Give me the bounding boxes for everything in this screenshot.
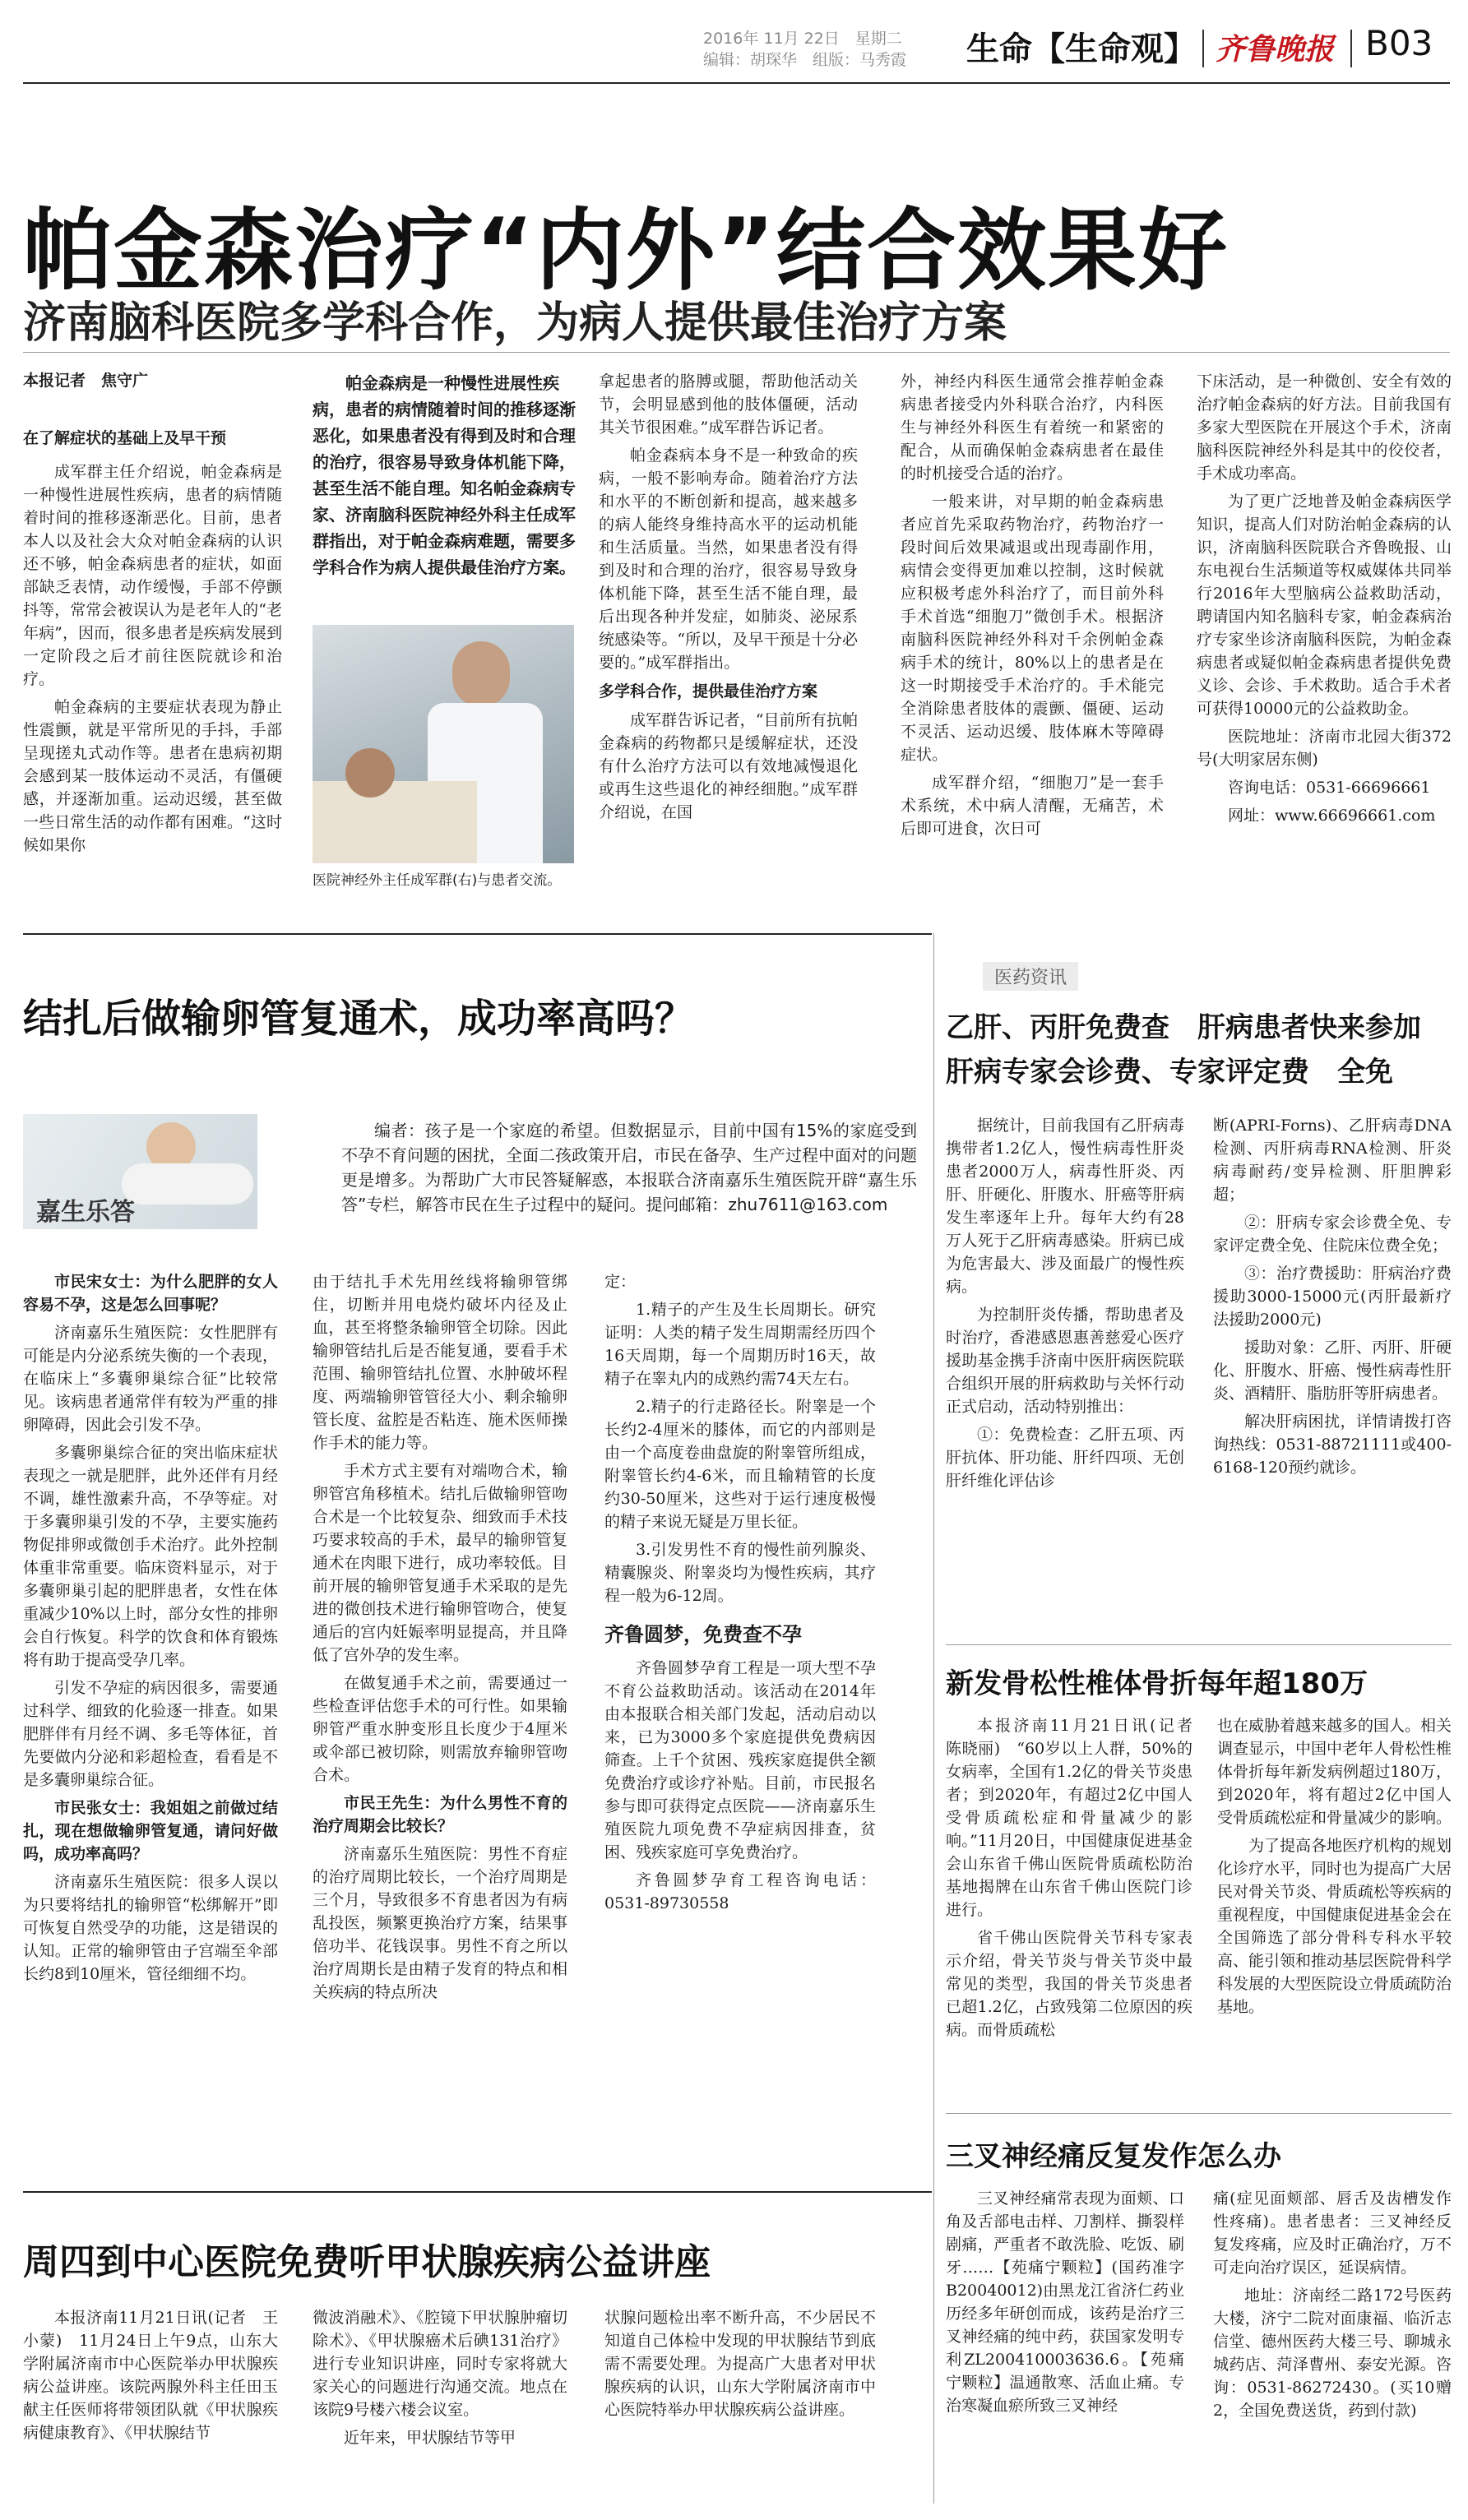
sidebar-column <box>1213 2187 1452 2504</box>
paragraph: 为了更广泛地普及帕金森病医学知识，提高人们对防治帕金森病的认识，济南脑科医院联合齐鲁晚报、山东电视台生活频道等权威媒体共同举行2016年大型脑病公益救助活动，聘请国内知名脑科专家，帕金森病治疗专家坐诊济南脑科医院，为帕金森病患者或疑似帕金森病患者提供免费义诊、会诊、手术救助。适合手术者可获得10000元的公益救助金。 <box>1197 492 1452 718</box>
section-rule <box>23 2191 932 2193</box>
paragraph: 外，神经内科医生通常会推荐帕金森病患者接受内外科联合治疗，内科医生与神经外科医生有着统一和紧密的配合，从而确保帕金森病患者在最佳的时机接受合适的治疗。 <box>901 372 1164 483</box>
paragraph: 由于结扎手术先用丝线将输卵管绑住，切断并用电烧灼破坏内径及止血，甚至将整条输卵管全切除。因此输卵管结扎后是否能复通，要看手术范围、输卵管结扎位置、水肿破坏程度、两端输卵管管径大小、剩余输卵管长度、盆腔是否粘连、施术医师操作手术的能力等。 <box>313 1273 567 1452</box>
article-subheadline: 济南脑科医院多学科合作，为病人提供最佳治疗方案 <box>23 298 1007 348</box>
paragraph: 状腺问题检出率不断升高，不少居民不知道自己体检中发现的甲状腺结节到底需不需要处理。为提高广大患者对甲状腺疾病的认识，山东大学附属济南市中心医院特举办甲状腺疾病公益讲座。 <box>604 2309 876 2419</box>
paragraph: 本报济南11月21日讯(记者 王小蒙) 11月24日上午9点，山东大学附属济南市中心医院举办甲状腺疾病公益讲座。该院两腺外科主任田玉献主任医师将带领团队就《甲状腺疾病健康教育》、《甲状腺结节 <box>23 2309 278 2442</box>
editor-note <box>341 1118 917 1242</box>
sidebar-column <box>1213 1114 1452 1607</box>
paragraph: 为控制肝炎传播，帮助患者及时治疗，香港感恩惠善慈爱心医疗援助基金携手济南中医肝病医院联合组织开展的肝病救助与关怀行动正式启动，活动特别推出： <box>946 1306 1184 1416</box>
column-logo-text: 嘉生乐答 <box>36 1198 135 1227</box>
reader-question: 市民王先生：为什么男性不育的治疗周期会比较长？ <box>313 1794 567 1835</box>
header-divider <box>1202 30 1204 67</box>
paragraph: 引发不孕症的病因很多，需要通过科学、细致的化验逐一排查。如果肥胖伴有月经不调、多毛等体征，首先要做内分泌和彩超检查，看看是不是多囊卵巢综合征。 <box>23 1679 278 1789</box>
paragraph: 成军群告诉记者，“目前所有抗帕金森病的药物都只是缓解症状，还没有什么治疗方法可以有效地减慢退化或再生这些退化的神经细胞。”成军群介绍说，在国 <box>599 711 858 821</box>
article-headline: 结扎后做输卵管复通术，成功率高吗？ <box>23 996 695 1042</box>
paragraph: ②：肝病专家会诊费全免、专家评定费全免、住院床位费全免； <box>1213 1214 1452 1255</box>
article-subhead: 多学科合作，提供最佳治疗方案 <box>599 682 818 701</box>
doctor-photo <box>313 625 574 863</box>
reader-question: 市民张女士：我姐姐之前做过结扎，现在想做输卵管复通，请问好做吗，成功率高吗？ <box>23 1799 278 1863</box>
article-column <box>23 460 282 904</box>
paragraph: 2.精子的行走路径长。附睾是一个长约2-4厘米的膝体，而它的内部则是由一个高度卷曲盘旋的附睾管所组成，附睾管长约4-6米，而且输精管的长度约30-50厘米，这些对于运行速度极慢的精子来说无疑是万里长征。 <box>604 1398 876 1531</box>
sidebar-divider <box>933 933 934 2504</box>
paragraph: 多囊卵巢综合征的突出临床症状表现之一就是肥胖，此外还伴有月经不调，雄性激素升高，不孕等症。对于多囊卵巢引发的不孕，主要实施药物促排卵或微创手术治疗。此外控制体重非常重要。临床资料显示，对于多囊卵巢引起的肥胖患者，女性在体重减少10%以上时，部分女性的排卵会自行恢复。科学的饮食和体育锻炼将有助于提高受孕几率。 <box>23 1444 278 1669</box>
hospital-website: 网址：www.66696661.com <box>1228 807 1436 825</box>
paragraph: 本报济南11月21日讯(记者 陈晓丽) “60岁以上人群，50%的女病率，全国有1.2亿的骨关节炎患者；到2020年，有超过2亿中国人受骨质疏松症和骨量减少的影响。”11月20日，中国健康促进基金会山东省千佛山医院骨质疏松防治基地揭牌在山东省千佛山医院门诊进行。 <box>946 1717 1209 1919</box>
paragraph: 地址：济南经二路172号医药大楼，济宁二院对面康福、临沂志信堂、德州医药大楼三号、聊城永城药店、菏泽曹州、泰安光源。咨询：0531-86272430。(买10赠2，全国免费送货，药到付款) <box>1213 2286 1452 2420</box>
sidebar-column <box>1217 1714 1452 2084</box>
article-subhead: 齐鲁圆梦，免费查不孕 <box>604 1623 802 1646</box>
paragraph: 微波消融术》、《腔镜下甲状腺肿瘤切除术》、《甲状腺癌术后碘131治疗》进行专业知识讲座，同时专家将就大家关心的问题进行沟通交流。地点在该院9号楼六楼会议室。 <box>313 2309 567 2419</box>
paragraph: 一般来讲，对早期的帕金森病患者应首先采取药物治疗，药物治疗一段时间后效果减退或出现毒副作用，病情会变得更加难以控制，这时候就应积极考虑外科治疗了，而目前外科手术首选“细胞刀”微创手术。根据济南脑科医院神经外科对千余例帕金森病手术的统计，80%以上的患者是在这一时期接受手术治疗的。手术能完全消除患者肢体的震颤、僵硬、运动不灵活、运动迟缓、肢体麻木等障碍症状。 <box>901 492 1164 764</box>
byline: 本报记者 焦守广 <box>23 372 149 390</box>
paragraph: 援助对象：乙肝、丙肝、肝硬化、肝腹水、肝癌、慢性病毒性肝炎、酒精肝、脂肪肝等肝病患者。 <box>1213 1339 1452 1403</box>
sidebar-headline: 乙肝、丙肝免费查 肝病患者快来参加 <box>946 1011 1421 1044</box>
header-divider <box>1350 30 1352 67</box>
article-column <box>23 2306 278 2504</box>
article-subhead: 在了解症状的基础上及早干预 <box>23 429 227 447</box>
paragraph: 下床活动，是一种微创、安全有效的治疗帕金森病的好方法。目前我国有多家大型医院在开展这个手术，济南脑科医院神经外科是其中的佼佼者，手术成功率高。 <box>1197 372 1452 483</box>
paragraph: 成军群主任介绍说，帕金森病是一种慢性进展性疾病，患者的病情随着时间的推移逐渐恶化。目前，患者本人以及社会大众对帕金森病的认识还不够，帕金森病患者的症状，如面部缺乏表情，动作缓慢，手部不停颤抖等，常常会被误认为是老年人的“老年病”，因而，很多患者是疾病发展到一定阶段之后才前往医院就诊和治疗。 <box>23 463 282 688</box>
issue-date: 2016年 11月 22日 星期二 <box>703 30 902 48</box>
reader-question: 市民宋女士：为什么肥胖的女人容易不孕，这是怎么回事呢？ <box>23 1273 278 1314</box>
article-column <box>604 2306 876 2504</box>
page-number: B03 <box>1365 23 1433 63</box>
paragraph: 齐鲁圆梦孕育工程是一项大型不孕不育公益救助活动。该活动在2014年由本报联合相关部门发起，活动启动以来，已为3000多个家庭提供免费病因筛查。上千个贫困、残疾家庭提供全额免费治疗或诊疗补贴。目前，市民报名参与即可获得定点医院——济南嘉乐生殖医院九项免费不孕症病因排查，贫困、残疾家庭可享免费治疗。 <box>604 1659 876 1861</box>
article-column <box>604 1270 876 2171</box>
sidebar-headline: 三叉神经痛反复发作怎么办 <box>946 2140 1281 2173</box>
header-rule <box>23 82 1450 84</box>
sidebar-column <box>946 2187 1184 2504</box>
column-logo <box>23 1114 257 1229</box>
paragraph: ③：治疗费援助：肝病治疗费援助3000-15000元(丙肝最新疗法援助2000元) <box>1213 1265 1452 1329</box>
paragraph: 帕金森病本身不是一种致命的疾病，一般不影响寿命。随着治疗方法和水平的不断创新和提高，越来越多的病人能终身维持高水平的运动机能和生活质量。当然，如果患者没有得到及时和合理的治疗，很容易导致身体机能下降，甚至生活不能自理，最后出现各种并发症，如肺炎、泌尿系统感染等。“所以，及早干预是十分必要的。”成军群指出。 <box>599 446 858 672</box>
article-column <box>599 370 858 904</box>
editor-note-text: 编者：孩子是一个家庭的希望。但数据显示，目前中国有15%的家庭受到不孕不育问题的困扰，全面二孩政策开启，市民在备孕、生产过程中面对的问题更是增多。为帮助广大市民答疑解惑，本报联合济南嘉乐生殖医院开辟“嘉生乐答”专栏，解答市民在生子过程中的疑问。提问邮箱：zhu7611@163.com <box>341 1121 917 1214</box>
paragraph: 拿起患者的胳膊或腿，帮助他活动关节，会明显感到他的肢体僵硬，活动其关节很困难。”成军群告诉记者。 <box>599 372 858 437</box>
paragraph: 成军群介绍，“细胞刀”是一套手术系统，术中病人清醒，无痛苦，术后即可进食，次日可 <box>901 774 1164 838</box>
sidebar-headline: 肝病专家会诊费、专家评定费 全免 <box>946 1056 1393 1089</box>
sidebar-headline: 新发骨松性椎体骨折每年超180万 <box>946 1667 1368 1700</box>
article-headline: 周四到中心医院免费听甲状腺疾病公益讲座 <box>23 2241 711 2283</box>
sidebar-column <box>946 1714 1209 2084</box>
hospital-answer: 济南嘉乐生殖医院：男性不育症的治疗周期比较长，一个治疗周期是三个月，导致很多不育患者因为有病乱投医，频繁更换治疗方案，结果事倍功半、花钱误事。男性不育之所以治疗周期长是由精子发育的特点和相关疾病的特点所决 <box>313 1845 567 2001</box>
hospital-address: 医院地址：济南市北园大街372号(大明家居东侧) <box>1197 728 1452 769</box>
paragraph: ①：免费检查：乙肝五项、丙肝抗体、肝功能、肝纤四项、无创肝纤维化评估诊 <box>946 1426 1184 1490</box>
paragraph: 据统计，目前我国有乙肝病毒携带者1.2亿人，慢性病毒性肝炎患者2000万人，病毒性肝炎、丙肝、肝硬化、肝腹水、肝癌等肝病发生率逐年上升。每年大约有28万人死于乙肝病毒感染。肝病已成为危害最大、涉及面最广的慢性疾病。 <box>946 1117 1184 1296</box>
paragraph: 1.精子的产生及生长周期长。研究证明：人类的精子发生周期需经历四个16天周期，每一个周期历时16天，故精子在睾丸内的成熟约需74天左右。 <box>604 1301 876 1388</box>
article-column <box>313 1270 567 2171</box>
headline-rule <box>23 352 1450 353</box>
photo-caption: 医院神经外主任成军群(右)与患者交流。 <box>313 872 562 889</box>
article-column <box>313 2306 567 2504</box>
paragraph: 为了提高各地医疗机构的规划化诊疗水平，同时也为提高广大居民对骨关节炎、骨质疏松等疾病的重视程度，中国健康促进基金会在全国筛选了部分骨科专科水平较高、能引领和推动基层医院骨科学科发展的大型医院设立骨质疏防治基地。 <box>1217 1837 1452 2016</box>
paragraph: 定： <box>604 1273 637 1291</box>
newspaper-logo: 齐鲁晚报 <box>1216 32 1335 67</box>
sidebar-rule <box>946 2113 1452 2114</box>
hospital-answer: 济南嘉乐生殖医院：很多人误以为只要将结扎的输卵管“松绑解开”即可恢复自然受孕的功能，这是错误的认知。正常的输卵管由子宫端至伞部长约8到10厘米，管径细细不均。 <box>23 1873 278 1983</box>
paragraph: 也在威胁着越来越多的国人。相关调查显示，中国中老年人骨松性椎体骨折每年新发病例超过180万，到2020年，将有超过2亿中国人受骨质疏松症和骨量减少的影响。 <box>1217 1717 1452 1827</box>
paragraph: 手术方式主要有对端吻合术，输卵管宫角移植术。结扎后做输卵管吻合术是一个比较复杂、细致而手术技巧要求较高的手术，最早的输卵管复通术在肉眼下进行，成功率较低。目前开展的输卵管复通手术采取的是先进的微创技术进行输卵管吻合，使复通后的宫内妊娠率明显提高，并且降低了宫外孕的发生率。 <box>313 1462 567 1664</box>
editors-line: 编辑：胡琛华 组版：马秀霞 <box>703 51 907 69</box>
article-column <box>23 1270 278 2171</box>
section-name: 生命【生命观】 <box>966 30 1197 68</box>
news-label: 医药资讯 <box>983 962 1078 991</box>
paragraph: 解决肝病困扰，详情请拨打咨询热线：0531-88721111或400-6168-120预约就诊。 <box>1213 1413 1452 1477</box>
paragraph: 在做复通手术之前，需要通过一些检查评估您手术的可行性。如果输卵管严重水肿变形且长度少于4厘米或伞部已被切除，则需放弃输卵管吻合术。 <box>313 1674 567 1784</box>
paragraph: 省千佛山医院骨关节科专家表示介绍，骨关节炎与骨关节炎中最常见的类型，我国的骨关节炎患者已超1.2亿，占致残第二位原因的疾病。而骨质疏松 <box>946 1929 1192 2039</box>
article-lead <box>313 370 576 617</box>
paragraph: 痛(症见面颊部、唇舌及齿槽发作性疼痛)。患者患者：三叉神经反复发疼痛，应及时正确治疗，万不可走向治疗误区，延误病情。 <box>1213 2189 1452 2277</box>
sidebar-column <box>946 1114 1184 1607</box>
paragraph: 三叉神经痛常表现为面颊、口角及舌部电击样、刀割样、撕裂样剧痛，严重者不敢洗脸、吃饭、刷牙……【苑痛宁颗粒】(国药准字B20040012)由黑龙江省济仁药业历经多年研创而成，该药是治疗三叉神经痛的纯中药，获国家发明专利ZL200410003636.6。【苑痛宁颗粒】温通散寒、活血止痛。专治寒凝血瘀所致三叉神经 <box>946 2189 1184 2415</box>
section-rule <box>23 933 932 935</box>
article-headline: 帕金森治疗“内外”结合效果好 <box>23 200 1229 303</box>
hospital-phone: 咨询电话：0531-66696661 <box>1228 779 1431 797</box>
article-column <box>901 370 1164 904</box>
hospital-answer: 济南嘉乐生殖医院：女性肥胖有可能是内分泌系统失衡的一个表现，在临床上“多囊卵巢综合征”比较常见。该病患者通常伴有较为严重的排卵障碍，因此会引发不孕。 <box>23 1324 278 1434</box>
paragraph: 近年来，甲状腺结节等甲 <box>344 2429 516 2447</box>
paragraph: 断(APRI-Forns)、乙肝病毒DNA检测、丙肝病毒RNA检测、肝炎病毒耐药/变异检测、肝胆脾彩超； <box>1213 1117 1452 1204</box>
article-column <box>1197 370 1452 904</box>
lead-text: 帕金森病是一种慢性进展性疾病，患者的病情随着时间的推移逐渐恶化，如果患者没有得到及时和合理的治疗，很容易导致身体机能下降，甚至生活不能自理。知名帕金森病专家、济南脑科医院神经外科主任成军群指出，对于帕金森病难题，需要多学科合作为病人提供最佳治疗方案。 <box>313 373 576 577</box>
consult-phone: 齐鲁圆梦孕育工程咨询电话：0531-89730558 <box>604 1871 876 1912</box>
paragraph: 帕金森病的主要症状表现为静止性震颤，就是平常所见的手抖，手部呈现搓丸式动作等。患者在患病初期会感到某一肢体运动不灵活，有僵硬感，并逐渐加重。运动迟缓，甚至做一些日常生活的动作都有困难。“这时候如果你 <box>23 698 282 854</box>
sidebar-rule <box>946 1644 1452 1645</box>
paragraph: 3.引发男性不育的慢性前列腺炎、精囊腺炎、附睾炎均为慢性疾病，其疗程一般为6-12周。 <box>604 1541 876 1605</box>
